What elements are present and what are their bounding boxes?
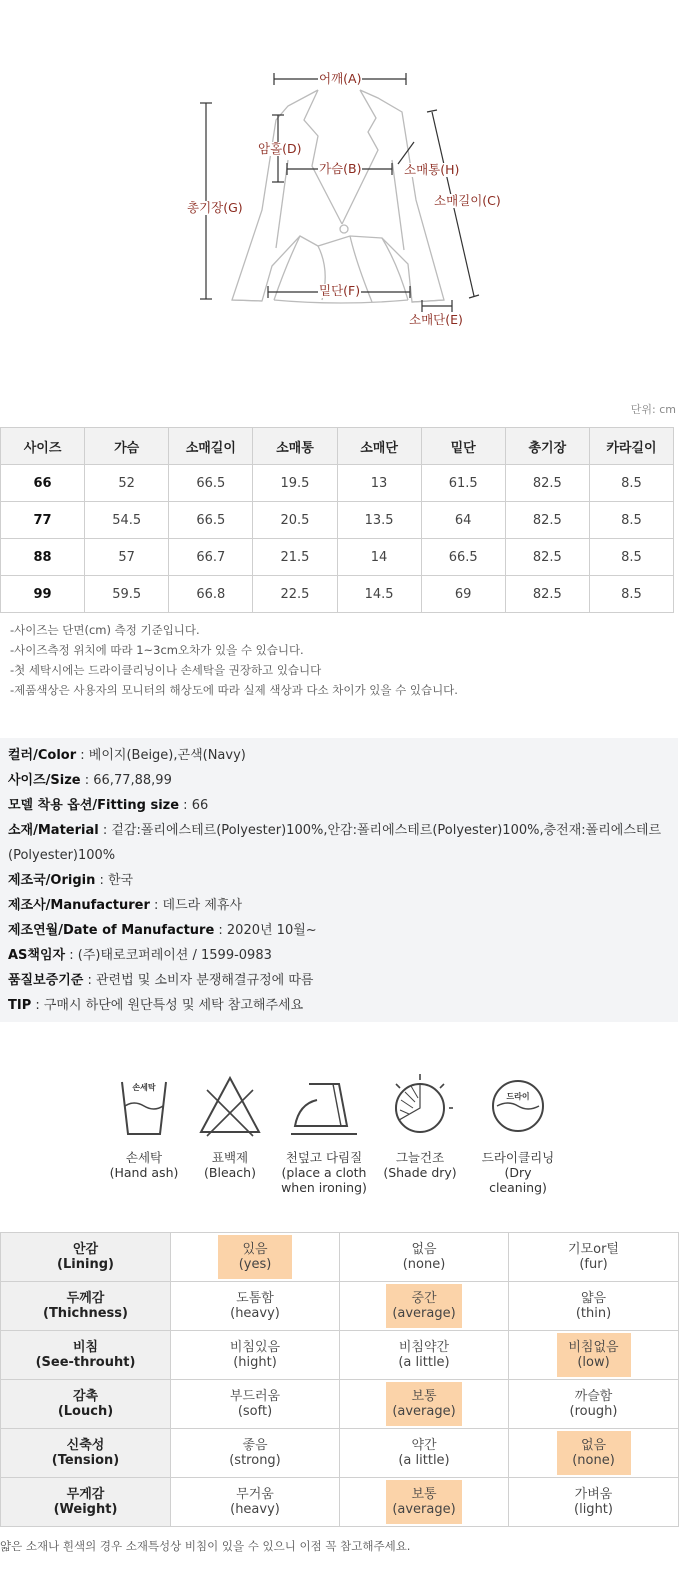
table-row [1,1380,679,1429]
table-cell: 69 [421,576,505,613]
property-name: 감촉 (Louch) [1,1380,171,1429]
table-cell: 22.5 [253,576,337,613]
property-option: 도톰함 (heavy) [171,1282,340,1331]
property-option: 기모or털 (fur) [509,1233,679,1282]
property-option: 중간 (average) [340,1282,509,1331]
table-cell: 57 [85,539,169,576]
property-option: 비침없음 (low) [509,1331,679,1380]
footnote: 얇은 소재나 흰색의 경우 소재특성상 비침이 있을 수 있으니 이점 꼭 참고해주세요. [0,1539,411,1553]
iron-with-cloth-icon [289,1070,359,1142]
col-header: 소매단 [337,428,421,465]
unit-label: 단위: cm [630,403,676,416]
product-info-box [0,738,678,1022]
table-cell: 64 [421,502,505,539]
property-option: 무거움 (heavy) [171,1478,340,1527]
size-table-header [1,428,674,465]
care-shade-dry [380,1070,460,1180]
table-cell: 8.5 [589,502,673,539]
property-option: 약간 (a little) [340,1429,509,1478]
care-dry-cleaning [474,1070,562,1195]
property-option: 좋음 (strong) [171,1429,340,1478]
info-row-manufacture-date: 제조연월/Date of Manufacture : 2020년 10월~ [8,923,317,938]
table-row [1,502,674,539]
table-cell: 66.7 [169,539,253,576]
hand-wash-icon [114,1070,174,1142]
col-header: 사이즈 [1,428,85,465]
table-cell: 8.5 [589,576,673,613]
table-cell: 61.5 [421,465,505,502]
info-row-tip: TIP : 구매시 하단에 원단특성 및 세탁 참고해주세요 [8,998,304,1013]
col-header: 카라길이 [589,428,673,465]
care-label-en: when ironing) [281,1180,367,1195]
care-label-en: (place a cloth [281,1165,367,1180]
care-label-en: (Shade dry) [383,1165,457,1180]
label-sleeve-width: 소매통(H) [404,162,460,177]
care-label: 손세탁 [125,1150,163,1165]
table-cell: 77 [1,502,85,539]
col-header: 밑단 [421,428,505,465]
care-instructions [0,1070,680,1200]
note-line: -첫 세탁시에는 드라이클리닝이나 손세탁을 권장하고 있습니다 [10,663,322,677]
svg-text:손세탁: 손세탁 [132,1083,156,1092]
property-option: 보통 (average) [340,1478,509,1527]
table-cell: 82.5 [505,502,589,539]
table-cell: 14 [337,539,421,576]
property-name: 안감 (Lining) [1,1233,171,1282]
care-label: 표백제 [211,1150,249,1165]
property-option: 까슬함 (rough) [509,1380,679,1429]
table-cell: 66.5 [169,465,253,502]
table-cell: 99 [1,576,85,613]
measurement-diagram [0,0,680,340]
shade-dry-icon [387,1070,453,1142]
table-cell: 13.5 [337,502,421,539]
table-cell: 82.5 [505,539,589,576]
property-option: 부드러움 (soft) [171,1380,340,1429]
care-hand-wash [104,1070,184,1180]
table-cell: 66.8 [169,576,253,613]
label-cuff: 소매단(E) [409,312,463,327]
label-total-length: 총기장(G) [187,200,243,215]
label-hem: 밑단(F) [319,283,361,298]
table-cell: 8.5 [589,539,673,576]
table-row [1,576,674,613]
table-cell: 19.5 [253,465,337,502]
table-row [1,465,674,502]
table-cell: 59.5 [85,576,169,613]
care-label: 그늘건조 [395,1150,445,1165]
table-row [1,1233,679,1282]
info-row-manufacturer: 제조사/Manufacturer : 데드라 제휴사 [8,898,243,913]
dry-cleaning-icon [488,1070,548,1142]
col-header: 총기장 [505,428,589,465]
table-cell: 8.5 [589,465,673,502]
property-option: 없음 (none) [509,1429,679,1478]
table-row [1,539,674,576]
table-cell: 66 [1,465,85,502]
label-shoulder: 어깨(A) [319,71,362,86]
table-row [1,1478,679,1527]
care-label-en: (Bleach) [204,1165,256,1180]
info-row-size: 사이즈/Size : 66,77,88,99 [8,773,172,788]
info-row-origin: 제조국/Origin : 한국 [8,873,134,888]
care-label-en: (Hand ash) [109,1165,179,1180]
property-name: 비침 (See-throuht) [1,1331,171,1380]
care-label: 천덮고 다림질 [285,1150,363,1165]
property-option: 보통 (average) [340,1380,509,1429]
note-line: -사이즈는 단면(cm) 측정 기준입니다. [10,623,200,637]
property-name: 신축성 (Tension) [1,1429,171,1478]
table-cell: 13 [337,465,421,502]
note-line: -제품색상은 사용자의 모니터의 해상도에 따라 실제 색상과 다소 차이가 있을 수 있습니다. [10,683,458,697]
property-option: 있음 (yes) [171,1233,340,1282]
property-option: 얇음 (thin) [509,1282,679,1331]
table-row [1,1282,679,1331]
info-row-material: 소재/Material : 겉감:폴리에스테르(Polyester)100%,안감:폴리에스테르(Polyester)100%,충전재:폴리에스테르(Polyester)100% [8,823,662,863]
info-row-fitting-size: 모델 착용 옵션/Fitting size : 66 [8,798,209,813]
size-table [0,427,674,613]
label-armhole: 암홀(D) [258,141,302,156]
table-cell: 82.5 [505,576,589,613]
info-row-color: 컬러/Color : 베이지(Beige),곤색(Navy) [8,748,246,763]
care-bleach [190,1070,270,1180]
table-cell: 14.5 [337,576,421,613]
table-cell: 66.5 [421,539,505,576]
table-row [1,1429,679,1478]
table-cell: 82.5 [505,465,589,502]
table-row [1,1331,679,1380]
property-name: 두께감 (Thichness) [1,1282,171,1331]
size-notes [10,620,458,700]
svg-text:드라이: 드라이 [506,1092,530,1101]
info-row-quality: 품질보증기준 : 관련법 및 소비자 분쟁해결규정에 따름 [8,973,314,988]
col-header: 가슴 [85,428,169,465]
care-label-en: (Dry cleaning) [489,1165,547,1195]
property-option: 가벼움 (light) [509,1478,679,1527]
info-row-as: AS책임자 : (주)태로코퍼레이션 / 1599-0983 [8,948,272,963]
property-option: 비침있음 (hight) [171,1331,340,1380]
table-cell: 54.5 [85,502,169,539]
label-sleeve-length: 소매길이(C) [434,193,501,208]
label-chest: 가슴(B) [319,161,362,176]
col-header: 소매통 [253,428,337,465]
table-cell: 66.5 [169,502,253,539]
property-option: 없음 (none) [340,1233,509,1282]
care-label: 드라이클리닝 [481,1150,555,1165]
table-cell: 52 [85,465,169,502]
property-name: 무게감 (Weight) [1,1478,171,1527]
col-header: 소매길이 [169,428,253,465]
table-cell: 88 [1,539,85,576]
table-cell: 20.5 [253,502,337,539]
table-cell: 21.5 [253,539,337,576]
no-bleach-icon [197,1070,263,1142]
note-line: -사이즈측정 위치에 따라 1~3cm오차가 있을 수 있습니다. [10,643,304,657]
property-option: 비침약간 (a little) [340,1331,509,1380]
fabric-property-table [0,1232,679,1527]
care-ironing [276,1070,372,1195]
